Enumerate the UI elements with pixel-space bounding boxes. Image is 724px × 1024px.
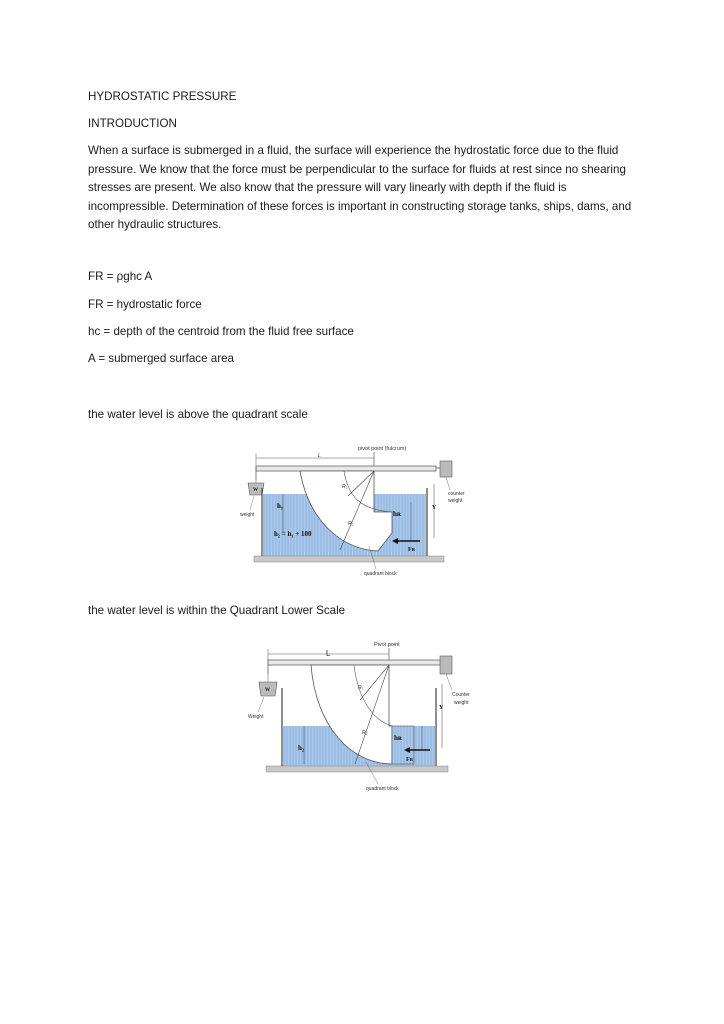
figure1-weight-w: W [253,488,258,493]
figure1-counterweight-label-2: weight [448,498,463,504]
figure1-diagram [236,440,466,578]
definition-hc: hc = depth of the centroid from the fluid free surface [88,325,354,338]
figure1-L-label: L [318,453,321,459]
figure1-hR-label: hʀ [393,510,401,518]
figure2-quadrant-label: quadrant block [366,786,399,792]
figure2-weight-w: W [265,688,270,693]
definition-fr: FR = hydrostatic force [88,298,202,311]
figure1-tank-base [254,556,444,562]
figure2-counterweight-label-1: Counter [452,692,470,698]
figure2-h2-label: h₂ [298,744,304,752]
figure1-counterweight [440,461,452,477]
figure2-weight-label: Weight [248,714,264,720]
figure2-counterweight-label-2: weight [454,700,469,706]
figure2-tank-base [266,766,448,772]
figure1-caption: the water level is above the quadrant scale [88,408,308,421]
intro-paragraph: When a surface is submerged in a fluid, the surface will experience the hydrostatic force due to the fluid pressure. We know that the force must be perpendicular to the surface for fluids at rest since no shearing stresses are present. We also know that the pressure will vary linearly with depth if the fluid is incompressible. Determination of these forces is important in constructing storage tanks, ships, dams, and other hydraulic structures. [88,144,632,232]
figure1-Y-label: Y [432,505,437,511]
figure1-balance-arm [256,466,436,471]
figure1-r1-label: R₁ [342,484,348,490]
figure2-Y-label: Y [439,705,444,711]
figure2-caption: the water level is within the Quadrant Lower Scale [88,604,346,617]
figure2-L-label: L [326,649,331,658]
figure2-r2-label: R₂ [362,730,368,736]
figure1-pivot-label: pivot point (fulcrum) [358,446,407,452]
figure1-h1-label: h₁ [277,502,283,510]
figure2-pivot-label: Pivot point [374,642,400,648]
figure1-FR-label: Fʀ [408,547,416,553]
figure2-diagram [244,636,478,794]
section-heading: INTRODUCTION [88,117,177,130]
figure1-weight-label: weight [240,512,255,518]
figure2-hR-label: hʀ [394,734,402,742]
document-title: HYDROSTATIC PRESSURE [88,90,237,103]
figure1-counterweight-label-1: counter [448,491,465,497]
figure2-r1-label: R₁ [358,685,364,691]
figure2-counterweight [440,656,452,674]
figure1-quadrant-label: quadrant block [364,571,397,577]
definition-a: A = submerged surface area [88,352,234,365]
figure1-r2-label: R₂ [348,521,354,527]
equation: FR = ρghc A [88,270,153,283]
figure1-h2-label: h₂ = h₁ + 100 [274,530,312,538]
figure2-balance-arm [268,660,450,665]
figure2-FR-label: Fʀ [406,757,414,763]
